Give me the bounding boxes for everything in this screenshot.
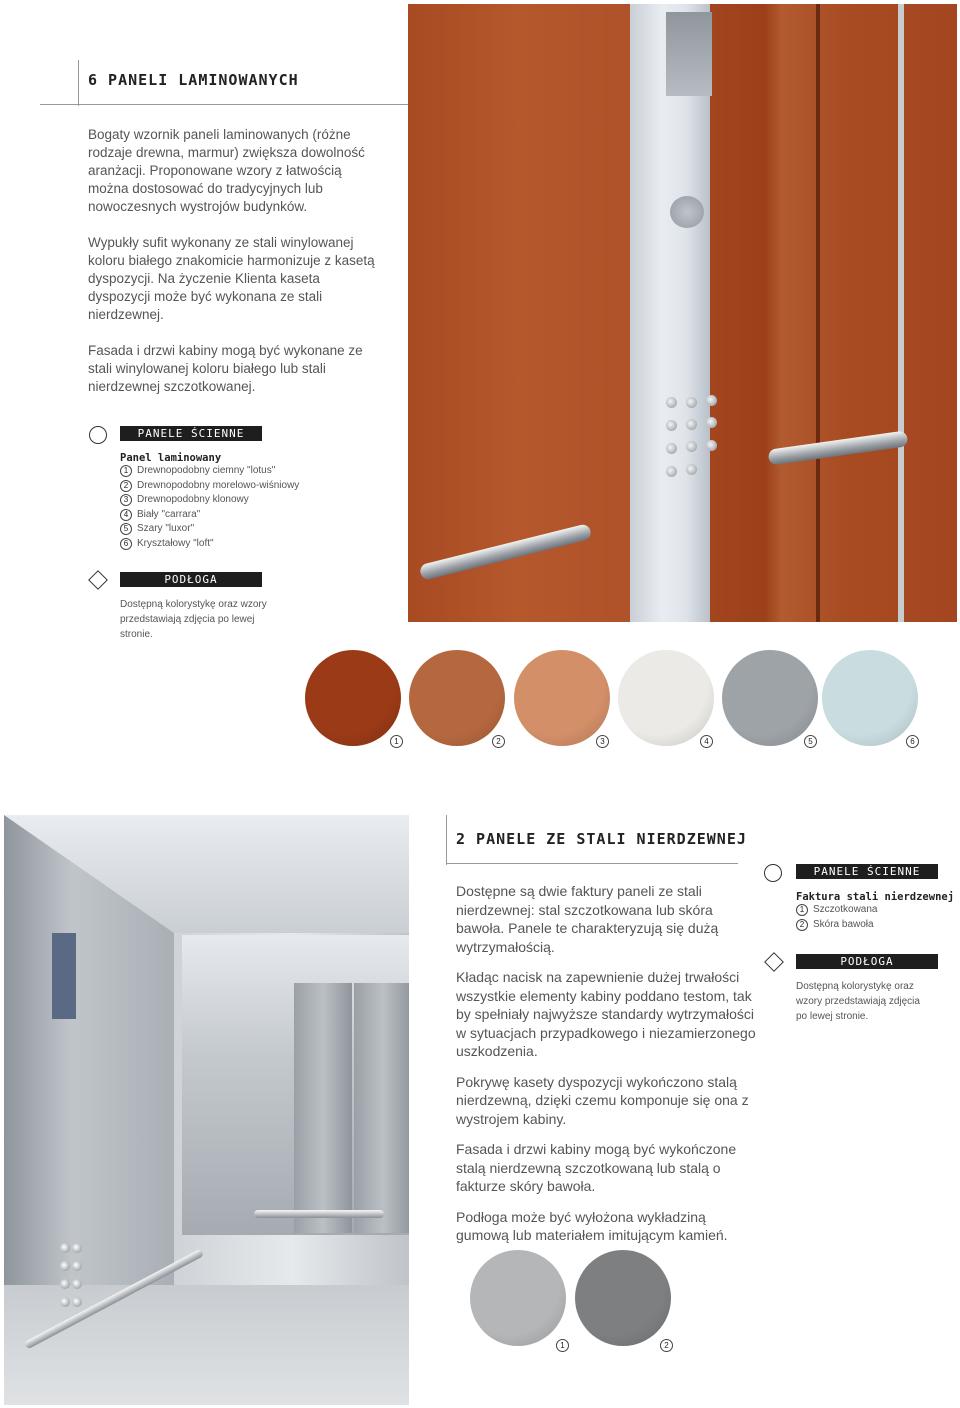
list-item	[120, 522, 380, 537]
number-icon: 2	[120, 480, 132, 492]
button-icon	[686, 441, 697, 452]
section2-title: 2 PANELE ZE STALI NIERDZEWNEJ	[456, 830, 747, 848]
section2-panel-list	[796, 891, 956, 932]
section2-paragraph-5: Podłoga może być wyłożona wykładziną gumową lub materiałem imitującym kamień.	[456, 1208, 728, 1243]
section2-walls-label: PANELE ŚCIENNE	[796, 864, 938, 879]
door-reflection	[354, 983, 409, 1233]
swatch-4	[618, 650, 714, 746]
section1-panel-list	[120, 452, 380, 551]
laminated-cabin-photo	[408, 4, 957, 622]
swatch-6	[822, 650, 918, 746]
panel-label: Drewnopodobny morelowo-wiśniowy	[137, 479, 300, 491]
swatch-number: 5	[804, 735, 817, 748]
list-item	[796, 918, 956, 933]
section1-paragraph-2: Wypukły sufit wykonany ze stali winylowanej koloru białego znakomicie harmonizuje z kasetą dyspozycji. Na życzenie Klienta kaseta dyspozycji może być wykonana ze stali nierdzewnej.	[88, 235, 375, 322]
number-icon: 1	[796, 904, 808, 916]
panel-label: Kryształowy "loft"	[137, 537, 214, 549]
panel-label: Szary "luxor"	[137, 523, 195, 534]
section1-walls-label: PANELE ŚCIENNE	[120, 426, 262, 441]
swatch-brushed-steel	[470, 1250, 566, 1346]
title-divider-horizontal	[40, 104, 408, 105]
button-icon	[686, 397, 697, 408]
door-gap	[816, 4, 820, 622]
button-icon	[666, 466, 677, 477]
swatch-2	[409, 650, 505, 746]
swatch-5	[722, 650, 818, 746]
list-item	[796, 903, 956, 918]
section1-panel-heading: Panel laminowany	[120, 452, 222, 464]
button-icon	[706, 417, 717, 428]
button-icon	[666, 397, 677, 408]
panel-label: Drewnopodobny klonowy	[137, 494, 249, 505]
speaker-icon	[670, 196, 704, 228]
door-reflection	[294, 983, 352, 1233]
button-icon	[60, 1279, 70, 1289]
walls-circle-icon	[764, 864, 782, 882]
list-item	[120, 508, 380, 523]
section2-paragraph-1: Dostępne są dwie faktury paneli ze stali nierdzewnej: stal szczotkowana lub skóra bawoła. Panele te charakteryzują się dużą wytrzymałością.	[456, 883, 719, 955]
handrail-reflection	[254, 1210, 384, 1218]
section2-floor-note: Dostępną kolorystykę oraz wzory przedstawiają zdjęcia po lewej stronie.	[796, 981, 920, 1022]
handrail	[419, 523, 593, 581]
list-item	[120, 537, 380, 552]
button-icon	[666, 443, 677, 454]
section2-panel-heading: Faktura stali nierdzewnej	[796, 891, 955, 903]
floor-diamond-icon	[764, 952, 784, 972]
number-icon: 3	[120, 494, 132, 506]
number-icon: 1	[120, 465, 132, 477]
number-icon: 6	[120, 538, 132, 550]
list-item	[120, 479, 380, 494]
swatch-number: 1	[390, 735, 403, 748]
swatch-number: 4	[700, 735, 713, 748]
section2-paragraph-2: Kładąc nacisk na zapewnienie dużej trwałości wszystkie elementy kabiny poddano testom, tak by spełniały najwyższe standardy wytrzymałości w sytuacjach przypadkowego i niezamierzonego uszkodzenia.	[456, 969, 756, 1059]
button-icon	[686, 464, 697, 475]
button-icon	[686, 419, 697, 430]
section1-title: 6 PANELI LAMINOWANYCH	[88, 71, 299, 89]
swatch-number: 2	[492, 735, 505, 748]
door-edge	[898, 4, 904, 622]
panel-label: Drewnopodobny ciemny "lotus"	[137, 465, 276, 476]
swatch-number: 3	[596, 735, 609, 748]
panel-label: Biały "carrara"	[137, 508, 201, 520]
display-screen	[666, 12, 712, 96]
section1-paragraph-3: Fasada i drzwi kabiny mogą być wykonane ze stali winylowanej koloru białego lub stali nierdzewnej szczotkowanej.	[88, 343, 363, 394]
section1-floor-label: PODŁOGA	[120, 572, 262, 587]
handrail-reflection	[768, 430, 909, 465]
section2-paragraph-3: Pokrywę kasety dyspozycji wykończono stalą nierdzewną, dzięki czemu komponuje się ona z wystrojem kabiny.	[456, 1073, 749, 1127]
button-icon	[706, 395, 717, 406]
number-icon: 4	[120, 509, 132, 521]
title-divider-vertical	[446, 815, 447, 865]
button-icon	[60, 1243, 70, 1253]
button-icon	[60, 1261, 70, 1271]
walls-circle-icon	[89, 426, 107, 444]
button-icon	[666, 420, 677, 431]
title-divider-vertical	[78, 60, 79, 106]
number-icon: 2	[796, 919, 808, 931]
floor-diamond-icon	[88, 570, 108, 590]
number-icon: 5	[120, 523, 132, 535]
button-icon	[72, 1261, 82, 1271]
swatch-number: 6	[906, 735, 919, 748]
title-divider-horizontal	[446, 863, 738, 864]
swatch-3	[514, 650, 610, 746]
swatch-number: 2	[660, 1339, 673, 1352]
button-icon	[72, 1243, 82, 1253]
button-icon	[72, 1279, 82, 1289]
section2-body	[456, 882, 756, 1257]
button-icon	[72, 1297, 82, 1307]
list-item	[120, 464, 380, 479]
panel-label: Skóra bawoła	[813, 918, 874, 930]
swatch-number: 1	[556, 1339, 569, 1352]
button-icon	[706, 440, 717, 451]
section1-body	[88, 126, 378, 414]
section1-floor-note: Dostępną kolorystykę oraz wzory przedstawiają zdjęcia po lewej stronie.	[120, 599, 267, 640]
swatch-1	[305, 650, 401, 746]
panel-label: Szczotkowana	[813, 904, 878, 915]
control-panel	[630, 4, 710, 622]
steel-cabin-photo	[4, 815, 409, 1405]
button-icon	[60, 1297, 70, 1307]
display-panel	[52, 933, 76, 1019]
section1-paragraph-1: Bogaty wzornik paneli laminowanych (różne rodzaje drewna, marmur) zwiększa dowolność aranżacji. Proponowane wzory z łatwością można dostosować do tradycyjnych lub nowoczesnych wystrojów budynków.	[88, 127, 365, 214]
section2-floor-label: PODŁOGA	[796, 954, 938, 969]
section2-paragraph-4: Fasada i drzwi kabiny mogą być wykończone stalą nierdzewną szczotkowaną lub stalą o fakturze skóry bawoła.	[456, 1141, 737, 1194]
swatch-buffalo-skin	[575, 1250, 671, 1346]
list-item	[120, 493, 380, 508]
